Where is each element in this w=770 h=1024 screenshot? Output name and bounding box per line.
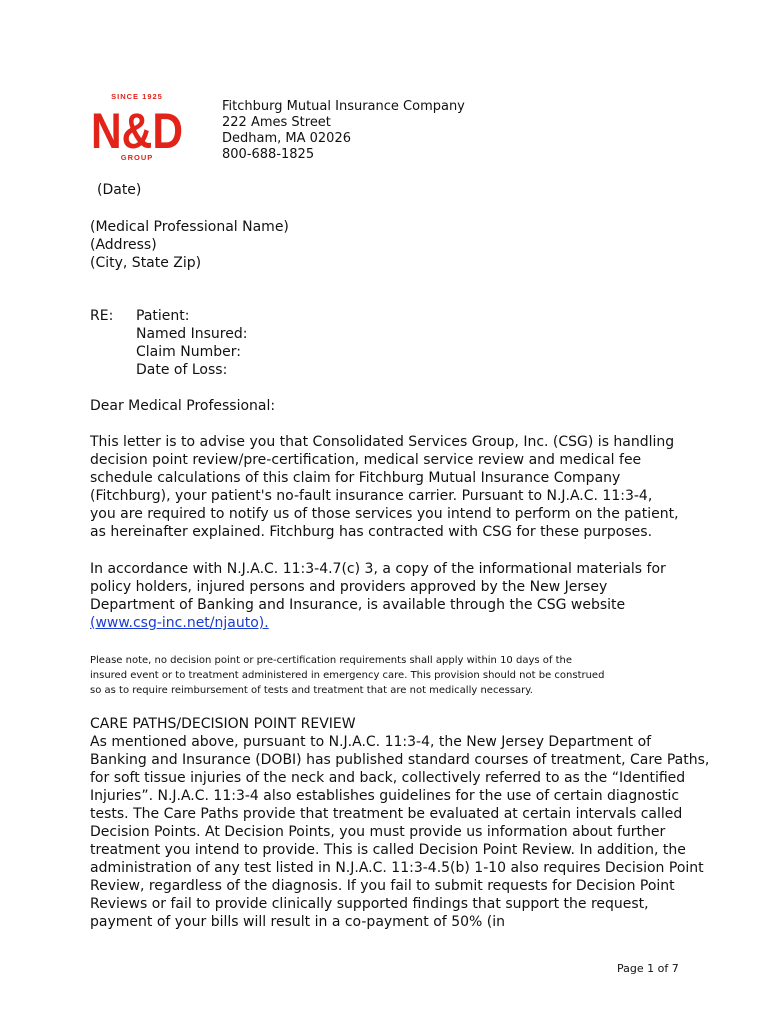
paragraph-line: as hereinafter explained. Fitchburg has contracted with CSG for these purposes. (90, 524, 653, 540)
paragraph-line: (Fitchburg), your patient's no-fault insurance carrier. Pursuant to N.J.A.C. 11:3-4, (90, 488, 653, 504)
paragraph-line: Department of Banking and Insurance, is available through the CSG website (90, 597, 626, 613)
section-line: payment of your bills will result in a co-payment of 50% (in (90, 914, 505, 930)
re-label: RE: (90, 308, 114, 324)
logo-mark-text: N&D (91, 103, 183, 159)
nd-group-logo (89, 92, 185, 164)
paragraph-csg-notice (90, 433, 680, 541)
paragraph-line: In accordance with N.J.A.C. 11:3-4.7(c) 3, a copy of the informational materials for (90, 561, 666, 577)
greeting: Dear Medical Professional: (90, 398, 276, 414)
re-patient: Patient: (136, 308, 190, 324)
section-heading: CARE PATHS/DECISION POINT REVIEW (90, 716, 356, 732)
sender-address (222, 99, 465, 163)
paragraph-line: decision point review/pre-certification, medical service review and medical fee (90, 452, 642, 468)
recipient-city: (City, State Zip) (90, 255, 202, 271)
re-fields (136, 307, 247, 379)
re-named-insured: Named Insured: (136, 326, 248, 342)
section-line: Reviews or fail to provide clinically supported findings that support the request, (90, 896, 649, 912)
recipient-address (90, 218, 289, 272)
section-line: Banking and Insurance (DOBI) has published standard courses of treatment, Care Paths, (90, 752, 710, 768)
section-line: treatment you intend to provide. This is called Decision Point Review. In addition, the (90, 842, 686, 858)
section-line: tests. The Care Paths provide that treatment be evaluated at certain intervals called (90, 806, 683, 822)
paragraph-informational-materials (90, 560, 680, 632)
paragraph-line: This letter is to advise you that Consolidated Services Group, Inc. (CSG) is handling (90, 434, 675, 450)
section-line: Decision Points. At Decision Points, you must provide us information about further (90, 824, 666, 840)
recipient-name: (Medical Professional Name) (90, 219, 289, 235)
section-line: for soft tissue injuries of the neck and back, collectively referred to as the “Identified (90, 770, 686, 786)
logo-group-text: GROUP (120, 153, 154, 162)
sender-city: Dedham, MA 02026 (222, 131, 351, 146)
logo-since-text: SINCE 1925 (111, 92, 163, 101)
paragraph-line: you are required to notify us of those services you intend to perform on the patient, (90, 506, 679, 522)
care-paths-section (90, 715, 710, 931)
section-line: administration of any test listed in N.J.A.C. 11:3-4.5(b) 1-10 also requires Decision Point (90, 860, 704, 876)
note-line: Please note, no decision point or pre-certification requirements shall apply within 10 days of the (90, 655, 572, 666)
sender-street: 222 Ames Street (222, 115, 331, 130)
sender-phone: 800-688-1825 (222, 147, 315, 162)
re-date-of-loss: Date of Loss: (136, 362, 228, 378)
page-number: Page 1 of 7 (617, 962, 679, 975)
note-line: insured event or to treatment administered in emergency care. This provision should not be construed (90, 670, 605, 681)
csg-website-link[interactable]: (www.csg-inc.net/njauto). (90, 615, 269, 631)
re-claim-number: Claim Number: (136, 344, 241, 360)
section-line: Review, regardless of the diagnosis. If you fail to submit requests for Decision Point (90, 878, 675, 894)
sender-company: Fitchburg Mutual Insurance Company (222, 99, 465, 114)
letter-date: (Date) (97, 182, 142, 198)
recipient-street: (Address) (90, 237, 157, 253)
paragraph-line: schedule calculations of this claim for Fitchburg Mutual Insurance Company (90, 470, 621, 486)
section-line: Injuries”. N.J.A.C. 11:3-4 also establishes guidelines for the use of certain diagnostic (90, 788, 680, 804)
paragraph-line: policy holders, injured persons and providers approved by the New Jersey (90, 579, 608, 595)
section-line: As mentioned above, pursuant to N.J.A.C. 11:3-4, the New Jersey Department of (90, 734, 652, 750)
note-paragraph (90, 653, 690, 698)
note-line: so as to require reimbursement of tests and treatment that are not medically necessary. (90, 685, 533, 696)
